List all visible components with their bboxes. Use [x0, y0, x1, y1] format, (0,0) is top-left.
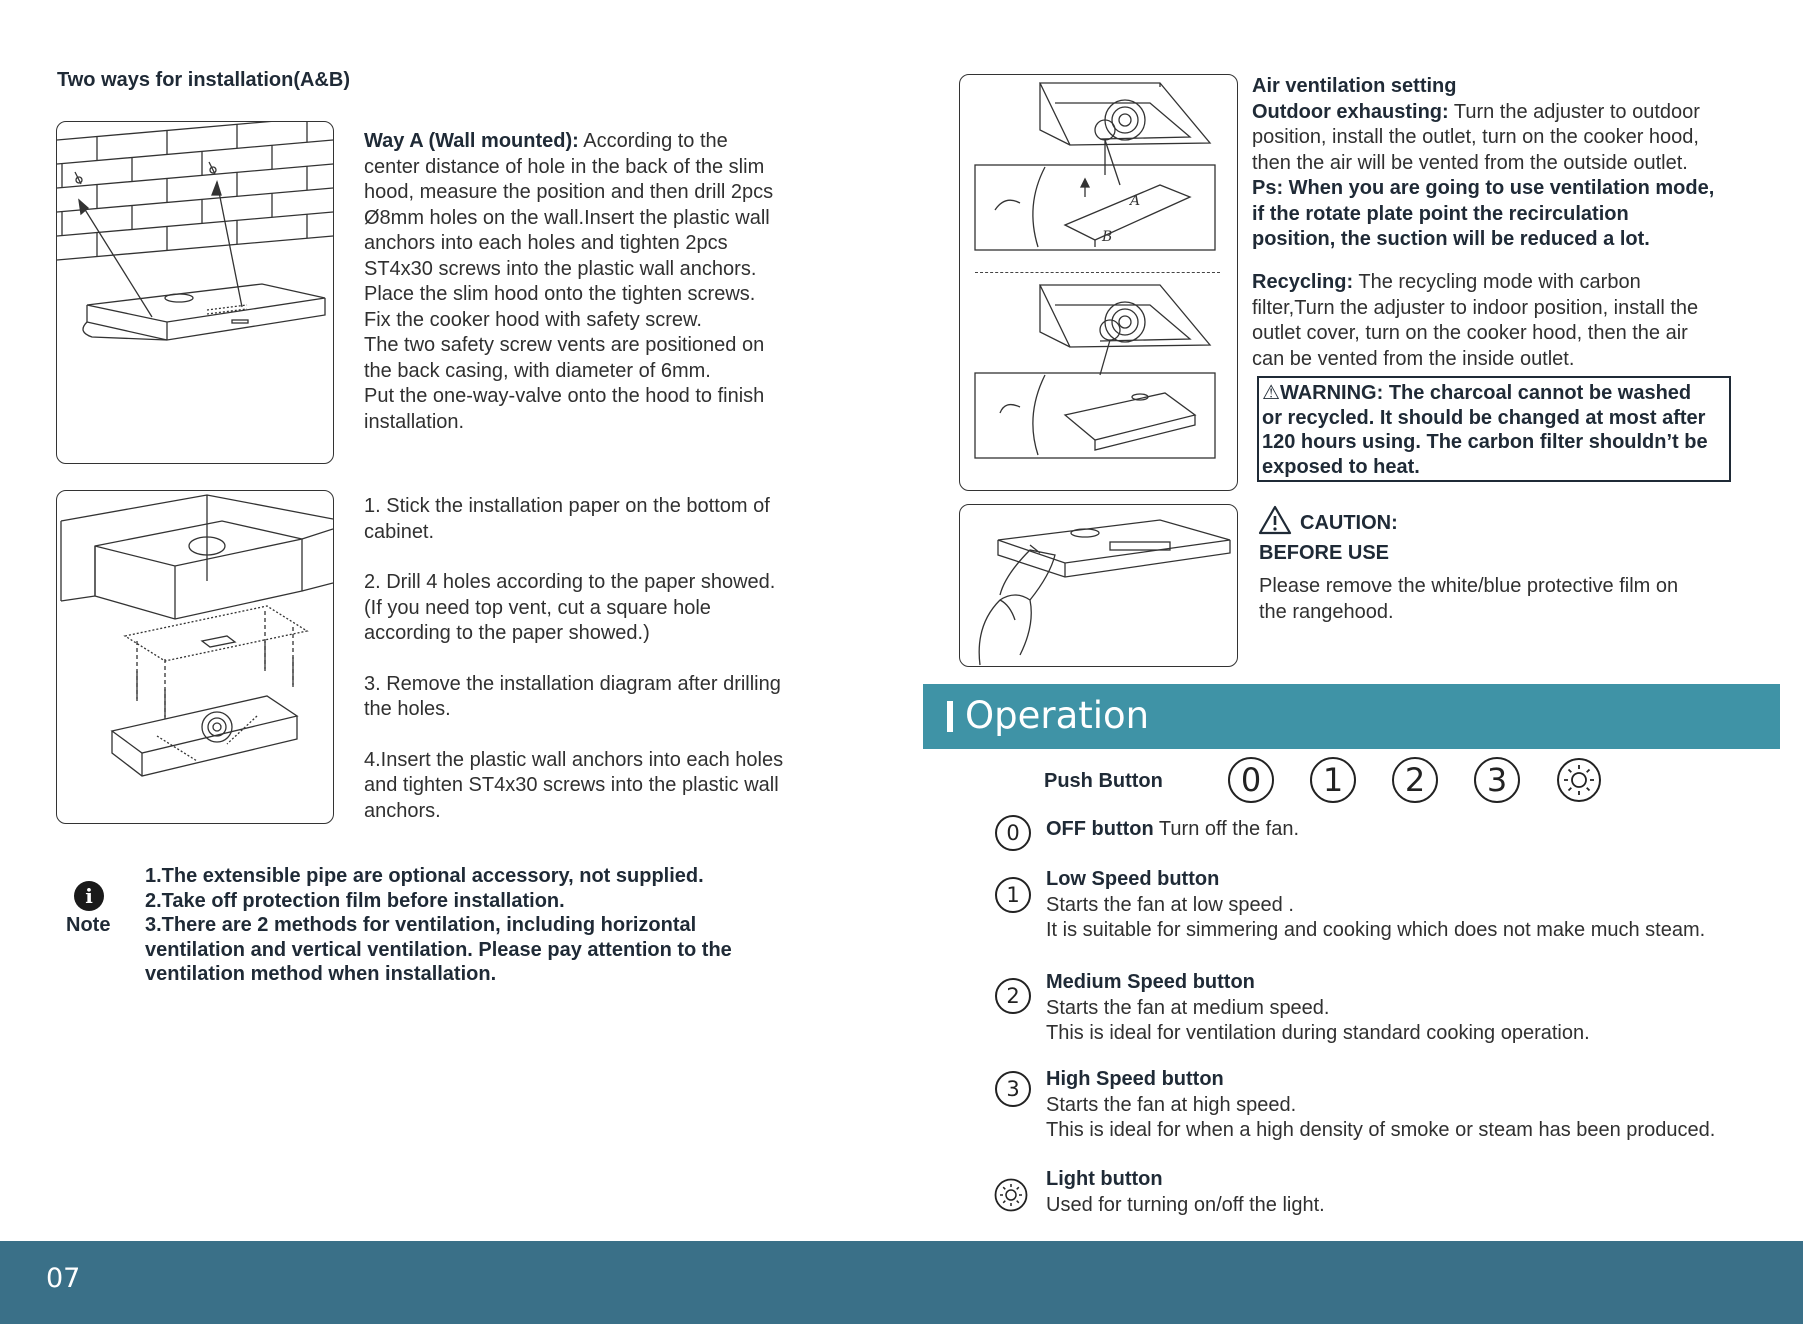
way-b-step-1	[364, 494, 824, 545]
warning-line: 120 hours using. The carbon filter shouldn’t be	[1262, 431, 1708, 453]
ps-line: position, the suction will be reduced a lot.	[1252, 228, 1650, 250]
air-ventilation-text	[1252, 74, 1772, 253]
push-button-label: Push Button	[1044, 770, 1163, 792]
recycling-line: The recycling mode with carbon	[1353, 271, 1641, 293]
page-number: 07	[46, 1263, 81, 1294]
recycling-label: Recycling:	[1252, 271, 1354, 293]
caution-title: CAUTION:	[1300, 512, 1398, 534]
light-button-icon	[994, 1178, 1028, 1212]
wall-mount-figure	[56, 121, 334, 464]
high-speed-desc	[1046, 1067, 1715, 1144]
recycling-line: outlet cover, turn on the cooker hood, then the air	[1252, 322, 1688, 344]
caution-line: Please remove the white/blue protective film on	[1259, 575, 1679, 597]
light-icon	[1556, 757, 1602, 803]
way-a-line: hood, measure the position and then drill 2pcs	[364, 181, 774, 203]
low-speed-line: It is suitable for simmering and cooking which does not make much steam.	[1046, 919, 1706, 941]
button-2-label: 2	[1392, 757, 1438, 803]
warning-line: WARNING: The charcoal cannot be washed	[1279, 382, 1692, 404]
button-3-label: 3	[1474, 757, 1520, 803]
high-speed-icon: 3	[995, 1071, 1031, 1107]
figure-divider	[975, 272, 1220, 273]
way-a-line: Put the one-way-valve onto the hood to finish	[364, 385, 765, 407]
way-b-step-2	[364, 570, 824, 647]
operation-banner	[923, 684, 1780, 749]
operation-title: Operation	[965, 694, 1150, 737]
step-line: 2. Drill 4 holes according to the paper showed.	[364, 571, 776, 593]
medium-speed-desc	[1046, 970, 1590, 1047]
note-line: ventilation and vertical ventilation. Please pay attention to the	[145, 938, 732, 961]
before-use-heading: BEFORE USE	[1259, 542, 1390, 564]
low-speed-title: Low Speed button	[1046, 868, 1220, 890]
caution-triangle-icon	[1258, 505, 1292, 540]
warning-line: exposed to heat.	[1262, 455, 1420, 478]
step-line: the holes.	[364, 698, 451, 720]
recycling-line: can be vented from the inside outlet.	[1252, 347, 1575, 370]
way-a-title: Way A (Wall mounted):	[364, 130, 579, 152]
way-a-line: ST4x30 screws into the plastic wall anchors.	[364, 257, 757, 280]
cabinet-mount-figure	[56, 490, 334, 824]
step-line: (If you need top vent, cut a square hole	[364, 596, 711, 619]
button-1-label: 1	[1310, 757, 1356, 803]
note-line: 2.Take off protection film before installation.	[145, 889, 565, 912]
note-line: 3.There are 2 methods for ventilation, including horizontal	[145, 914, 697, 936]
step-line: according to the paper showed.)	[364, 622, 650, 644]
step-line: and tighten ST4x30 screws into the plastic wall	[364, 774, 779, 796]
off-icon: 0	[995, 815, 1031, 851]
caution-text	[1259, 574, 1759, 625]
way-a-line: Place the slim hood onto the tighten screws.	[364, 283, 756, 305]
button-3[interactable]	[1474, 757, 1520, 803]
warning-line: or recycled. It should be changed at most after	[1262, 406, 1706, 429]
way-a-line: Ø8mm holes on the wall.Insert the plastic wall	[364, 206, 770, 229]
button-2[interactable]	[1392, 757, 1438, 803]
way-a-line: installation.	[364, 410, 465, 433]
note-label: Note	[66, 914, 111, 936]
low-speed-icon: 1	[995, 877, 1031, 913]
recycling-line: filter,Turn the adjuster to indoor position, install the	[1252, 296, 1699, 319]
step-line: anchors.	[364, 799, 441, 822]
ps-line: if the rotate plate point the recirculation	[1252, 202, 1629, 225]
note-line: ventilation method when installation.	[145, 963, 497, 985]
diagram-label-b: B	[1102, 229, 1113, 245]
button-0[interactable]	[1228, 757, 1274, 803]
light-button-title: Light button	[1046, 1168, 1163, 1190]
high-speed-title: High Speed button	[1046, 1068, 1224, 1090]
way-b-step-4	[364, 748, 824, 825]
low-speed-desc	[1046, 867, 1705, 944]
way-b-step-3	[364, 672, 824, 723]
remove-film-figure	[959, 504, 1238, 667]
medium-speed-line: This is ideal for ventilation during standard cooking operation.	[1046, 1022, 1590, 1044]
banner-bar	[947, 701, 953, 732]
diagram-label-a: A	[1130, 193, 1141, 209]
button-0-label: 0	[1228, 757, 1274, 803]
note-text	[145, 864, 845, 987]
medium-speed-line: Starts the fan at medium speed.	[1046, 996, 1330, 1019]
off-button-inline: Turn off the fan.	[1153, 818, 1300, 840]
off-button-desc	[1046, 817, 1299, 843]
high-speed-line: Starts the fan at high speed.	[1046, 1093, 1297, 1116]
way-b-steps	[364, 494, 824, 849]
ps-line: Ps: When you are going to use ventilation mode,	[1252, 177, 1715, 199]
light-button-line: Used for turning on/off the light.	[1046, 1193, 1325, 1216]
way-a-line: Fix the cooker hood with safety screw.	[364, 308, 702, 331]
footer-bar	[0, 1241, 1803, 1324]
warning-triangle-icon: ⚠	[1262, 380, 1280, 404]
outdoor-line: position, install the outlet, turn on the cooker hood,	[1252, 126, 1699, 148]
caution-line: the rangehood.	[1259, 600, 1394, 623]
way-a-text	[364, 129, 824, 435]
outdoor-label: Outdoor exhausting:	[1252, 100, 1449, 123]
outdoor-line: then the air will be vented from the outside outlet.	[1252, 151, 1688, 174]
outdoor-line: Turn the adjuster to outdoor	[1448, 100, 1700, 123]
recycling-text	[1252, 270, 1772, 372]
way-a-line: center distance of hole in the back of the slim	[364, 155, 765, 178]
way-a-line: anchors into each holes and tighten 2pcs	[364, 232, 728, 254]
air-ventilation-title: Air ventilation setting	[1252, 75, 1457, 97]
button-1[interactable]	[1310, 757, 1356, 803]
step-line: cabinet.	[364, 520, 435, 543]
off-button-title: OFF button	[1046, 818, 1154, 840]
medium-speed-icon: 2	[995, 978, 1031, 1014]
medium-speed-title: Medium Speed button	[1046, 971, 1255, 993]
high-speed-line: This is ideal for when a high density of smoke or steam has been produced.	[1046, 1119, 1716, 1141]
note-line: 1.The extensible pipe are optional accessory, not supplied.	[145, 865, 704, 887]
way-a-line: the back casing, with diameter of 6mm.	[364, 359, 711, 382]
low-speed-line: Starts the fan at low speed .	[1046, 893, 1294, 916]
ventilation-figure	[959, 74, 1238, 491]
light-button-desc	[1046, 1167, 1325, 1218]
section-heading: Two ways for installation(A&B)	[57, 69, 350, 91]
way-a-line: According to the	[578, 130, 728, 152]
warning-box	[1257, 376, 1731, 482]
info-icon: i	[74, 881, 104, 911]
way-a-line: The two safety screw vents are positioned on	[364, 334, 765, 356]
step-line: 1. Stick the installation paper on the bottom of	[364, 495, 770, 517]
step-line: 4.Insert the plastic wall anchors into each holes	[364, 748, 784, 771]
step-line: 3. Remove the installation diagram after drilling	[364, 672, 781, 695]
light-button[interactable]	[1556, 757, 1602, 803]
